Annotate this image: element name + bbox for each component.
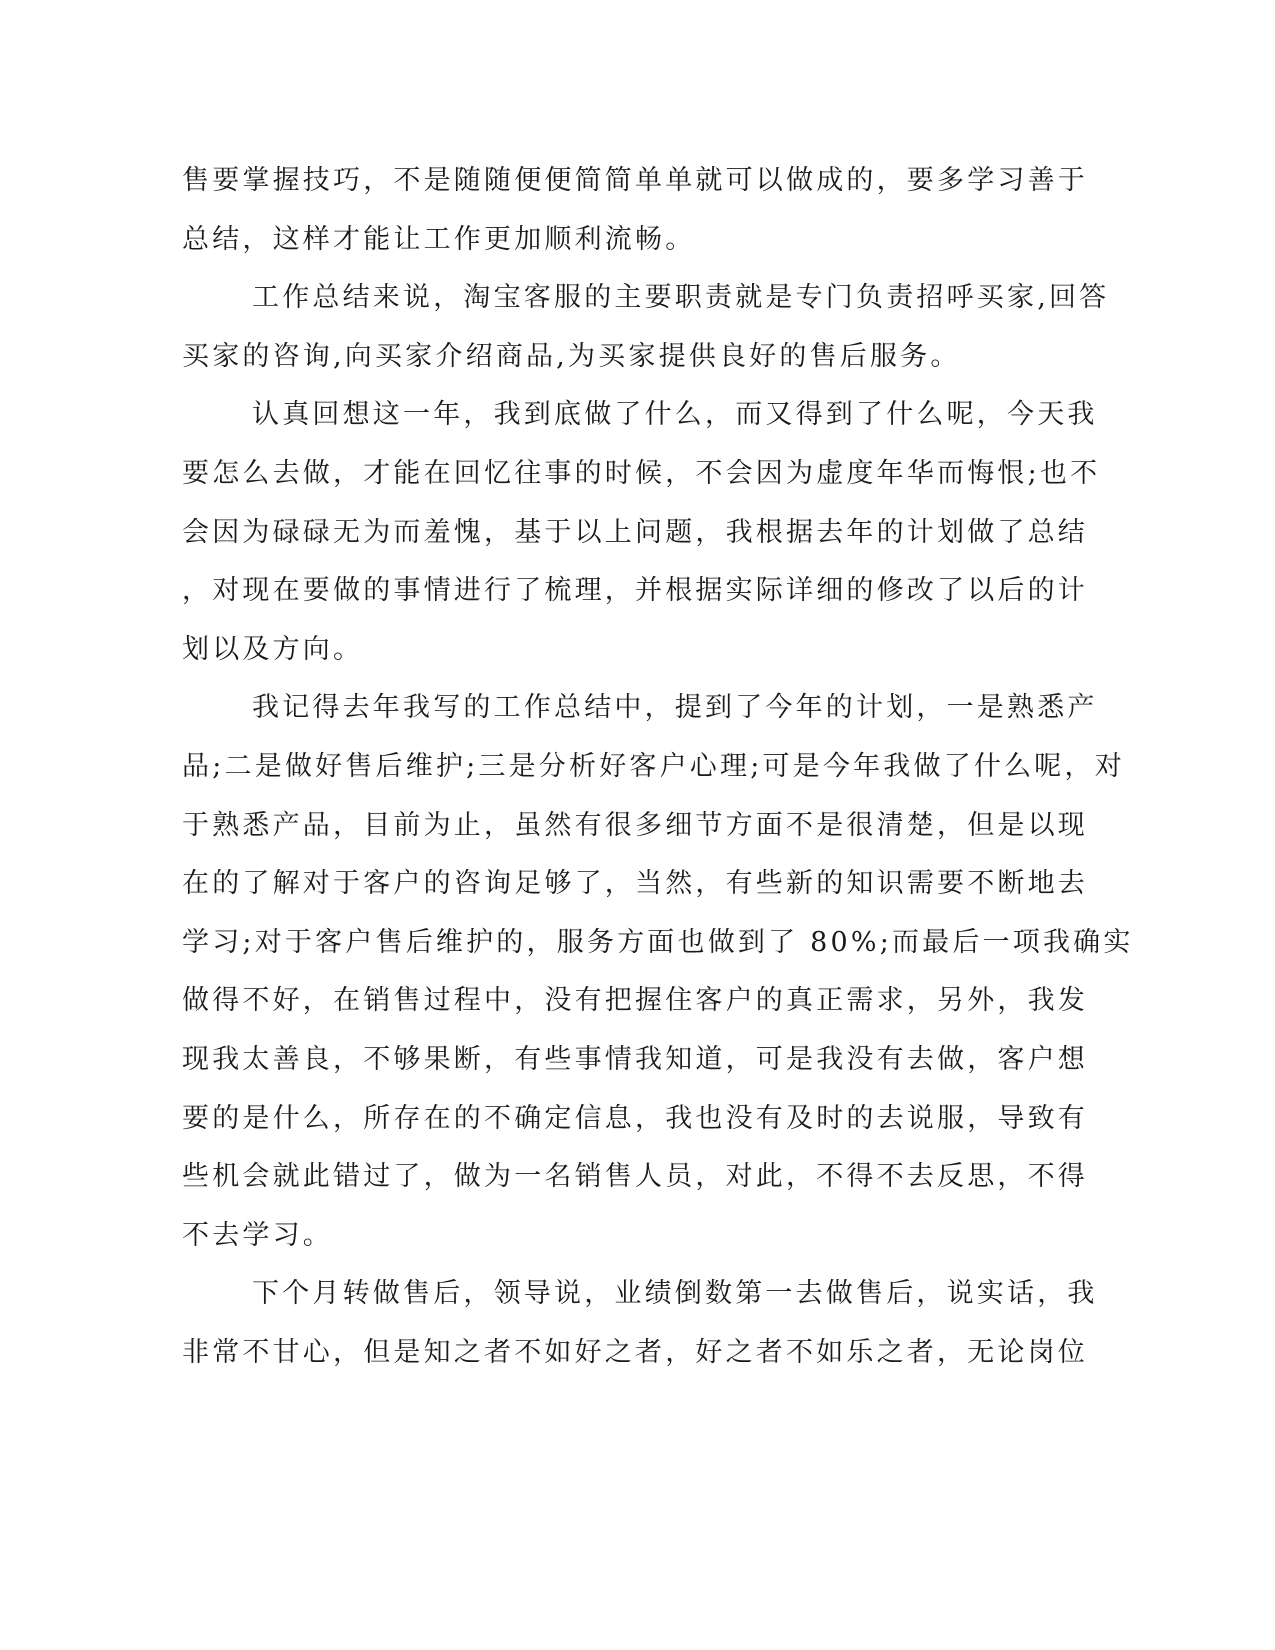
text-line: 在的了解对于客户的咨询足够了，当然，有些新的知识需要不断地去 (182, 868, 1088, 900)
text-line: 于熟悉产品，目前为止，虽然有很多细节方面不是很清楚，但是以现 (182, 809, 1088, 841)
text-line: 售要掌握技巧，不是随随便便简简单单就可以做成的，要多学习善于 (182, 165, 1088, 196)
text-line: 品;二是做好售后维护;三是分析好客户心理;可是今年我做了什么呢，对 (182, 750, 1125, 782)
text-line: 做得不好，在销售过程中，没有把握住客户的真正需求，另外，我发 (182, 985, 1088, 1017)
text-line: 买家的咨询,向买家介绍商品,为买家提供良好的售后服务。 (182, 340, 961, 372)
text-line: 些机会就此错过了，做为一名销售人员，对此，不得不去反思，不得 (182, 1161, 1088, 1193)
text-line: 会因为碌碌无为而羞愧，基于以上问题，我根据去年的计划做了总结 (182, 516, 1088, 548)
text-line: 我记得去年我写的工作总结中，提到了今年的计划，一是熟悉产 (252, 692, 1098, 724)
text-line: 非常不甘心，但是知之者不如好之者，好之者不如乐之者，无论岗位 (182, 1336, 1088, 1368)
text-line: 认真回想这一年，我到底做了什么，而又得到了什么呢，今天我 (252, 399, 1098, 431)
text-line: 现我太善良，不够果断，有些事情我知道，可是我没有去做，客户想 (182, 1043, 1088, 1075)
document-body (182, 152, 1134, 1382)
text-line: 划以及方向。 (182, 633, 364, 665)
text-line: 工作总结来说，淘宝客服的主要职责就是专门负责招呼买家,回答 (252, 282, 1110, 314)
text-line: 学习;对于客户售后维护的，服务方面也做到了 80%;而最后一项我确实 (182, 926, 1134, 958)
text-line: 总结，这样才能让工作更加顺利流畅。 (182, 223, 696, 255)
text-line: 下个月转做售后，领导说，业绩倒数第一去做售后，说实话，我 (252, 1278, 1098, 1310)
text-line: 不去学习。 (182, 1219, 333, 1251)
text-line: ，对现在要做的事情进行了梳理，并根据实际详细的修改了以后的计 (182, 575, 1088, 607)
text-line: 要怎么去做，才能在回忆往事的时候，不会因为虚度年华而悔恨;也不 (182, 457, 1101, 489)
text-line: 要的是什么，所存在的不确定信息，我也没有及时的去说服，导致有 (182, 1102, 1088, 1134)
